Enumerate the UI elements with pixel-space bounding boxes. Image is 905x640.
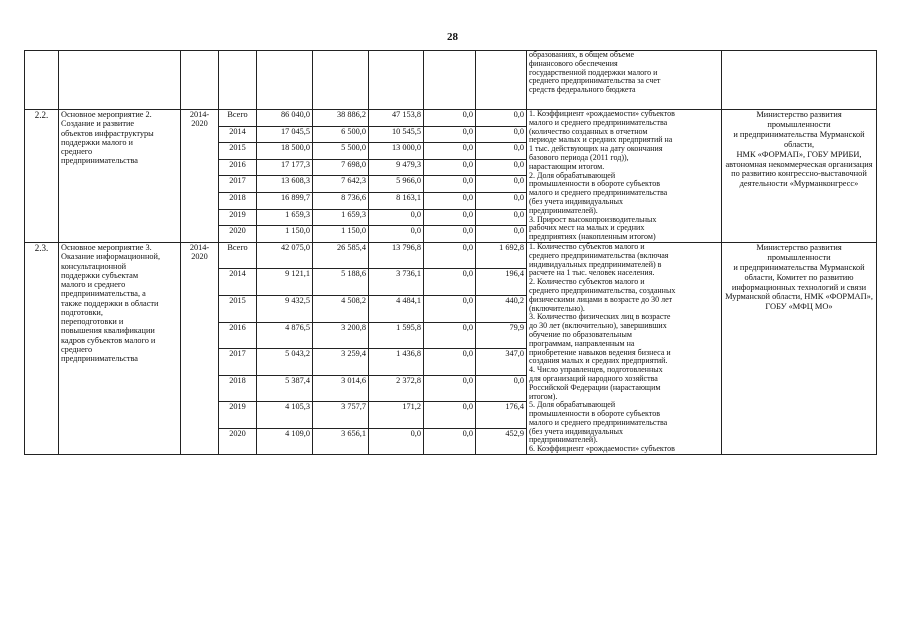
- year-label: 2016: [219, 159, 257, 176]
- year-label: 2017: [219, 176, 257, 193]
- finance-row: [25, 242, 877, 269]
- year-label: 2019: [219, 209, 257, 226]
- activity-title-line: подготовки,: [61, 307, 103, 317]
- local-value: 0,0: [424, 428, 476, 455]
- total-value: 42 075,0: [257, 242, 313, 269]
- period-line: 2020: [191, 252, 208, 262]
- federal-value: 13 000,0: [369, 143, 424, 160]
- year-label: 2014: [219, 126, 257, 143]
- federal-value: 1 436,8: [369, 349, 424, 376]
- indicators: [527, 110, 722, 243]
- federal-value: 0,0: [369, 209, 424, 226]
- cell-empty: [424, 51, 476, 110]
- indicator-line: средств федерального бюджета: [529, 85, 636, 95]
- indicator-line: базового периода (2011 год)),: [529, 152, 629, 162]
- total-value: 1 659,3: [257, 209, 313, 226]
- indicator-line: Российской Федерации (нарастающим: [529, 382, 661, 392]
- period-line: 2014-: [189, 110, 210, 119]
- indicator-line: малого и среднего предпринимательства: [529, 188, 668, 198]
- other-value: 0,0: [476, 159, 527, 176]
- total-value: 9 121,1: [257, 269, 313, 296]
- total-value: 5 387,4: [257, 375, 313, 402]
- other-value: 452,9: [476, 428, 527, 455]
- indicator-line: 5. Доля обрабатывающей: [529, 400, 616, 410]
- indicator-line: до 30 лет (включительно), завершивших: [529, 321, 667, 331]
- year-label: 2020: [219, 226, 257, 243]
- total-value: 4 876,5: [257, 322, 313, 349]
- indicator-line: 3. Прирост высокопроизводительных: [529, 214, 657, 224]
- responsible-line: и предпринимательства Мурманской: [733, 129, 865, 139]
- federal-value: 0,0: [369, 428, 424, 455]
- continuation-indicators: [527, 51, 722, 110]
- federal-value: 1 595,8: [369, 322, 424, 349]
- federal-value: 10 545,5: [369, 126, 424, 143]
- activity-title-line: предпринимательства, а: [61, 289, 146, 299]
- local-value: 0,0: [424, 193, 476, 210]
- total-value: 17 177,3: [257, 159, 313, 176]
- other-value: 0,0: [476, 126, 527, 143]
- row-number: 2.3.: [25, 242, 59, 454]
- federal-value: 47 153,8: [369, 110, 424, 127]
- local-value: 0,0: [424, 375, 476, 402]
- period-line: 2020: [191, 119, 208, 129]
- activity-title: [59, 242, 181, 454]
- indicator-line: (без учета индивидуальных: [529, 196, 624, 206]
- other-value: 0,0: [476, 110, 527, 127]
- other-value: 440,2: [476, 295, 527, 322]
- other-value: 196,4: [476, 269, 527, 296]
- indicator-line: 1 тыс. действующих на дату окончания: [529, 144, 663, 154]
- indicator-line: создания малых и средних предприятий.: [529, 356, 668, 366]
- indicator-line: (количество созданных в отчетном: [529, 126, 648, 136]
- regional-value: 6 500,0: [313, 126, 369, 143]
- indicator-line: рабочих мест на малых и средних: [529, 223, 645, 233]
- activity-title-line: также поддержки в области: [61, 298, 159, 308]
- local-value: 0,0: [424, 269, 476, 296]
- regional-value: 8 736,6: [313, 193, 369, 210]
- indicator-line: 2. Количество субъектов малого и: [529, 277, 645, 287]
- year-label: Всего: [219, 110, 257, 127]
- regional-value: 3 259,4: [313, 349, 369, 376]
- cell-empty: [181, 51, 219, 110]
- year-label: Всего: [219, 242, 257, 269]
- other-value: 79,9: [476, 322, 527, 349]
- page-number: 28: [447, 31, 458, 43]
- responsible-line: НМК «ФОРМАП», ГОБУ МРИБИ,: [736, 149, 862, 159]
- indicator-line: промышленности в обороте субъектов: [529, 179, 660, 189]
- activity-title-line: Основное мероприятие 3.: [61, 242, 152, 252]
- local-value: 0,0: [424, 322, 476, 349]
- indicator-line: 3. Количество физических лиц в возрасте: [529, 312, 671, 322]
- cell-empty: [219, 51, 257, 110]
- total-value: 1 150,0: [257, 226, 313, 243]
- local-value: 0,0: [424, 349, 476, 376]
- indicator-line: для организаций народного хозяйства: [529, 373, 658, 383]
- indicator-line: приобретение навыков ведения бизнеса и: [529, 347, 671, 357]
- activity-title-line: предпринимательства: [61, 354, 138, 364]
- indicator-line: образованиях, в общем объеме: [529, 50, 634, 59]
- indicator-line: промышленности в обороте субъектов: [529, 409, 660, 419]
- responsible-executors: [722, 110, 877, 243]
- other-value: 0,0: [476, 176, 527, 193]
- responsible-line: Министерство развития промышленности: [756, 242, 842, 262]
- cell-empty: [59, 51, 181, 110]
- regional-value: 1 150,0: [313, 226, 369, 243]
- activity-title-line: поддержки субъектам: [61, 270, 139, 280]
- local-value: 0,0: [424, 159, 476, 176]
- indicator-line: среднего предпринимательства за счет: [529, 76, 661, 86]
- local-value: 0,0: [424, 176, 476, 193]
- regional-value: 38 886,2: [313, 110, 369, 127]
- responsible-line: Министерство развития промышленности: [756, 110, 842, 129]
- local-value: 0,0: [424, 126, 476, 143]
- activity-title-line: Основное мероприятие 2.: [61, 110, 152, 119]
- regional-value: 7 698,0: [313, 159, 369, 176]
- indicator-line: индивидуальных предпринимателей) в: [529, 259, 662, 269]
- year-label: 2018: [219, 193, 257, 210]
- indicator-line: 1. Коэффициент «рождаемости» субъектов: [529, 109, 675, 118]
- other-value: 0,0: [476, 143, 527, 160]
- regional-value: 7 642,3: [313, 176, 369, 193]
- federal-value: 2 372,8: [369, 375, 424, 402]
- total-value: 16 899,7: [257, 193, 313, 210]
- indicator-line: расчете на 1 тыс. человек населения.: [529, 268, 655, 278]
- total-value: 18 500,0: [257, 143, 313, 160]
- federal-value: 0,0: [369, 226, 424, 243]
- activity-title-line: среднего: [61, 345, 93, 355]
- continuation-row: [25, 51, 877, 110]
- indicator-line: 6. Коэффициент «рождаемости» субъектов: [529, 444, 675, 454]
- local-value: 0,0: [424, 226, 476, 243]
- activity-title-line: малого и среднего: [61, 280, 126, 290]
- federal-value: 8 163,1: [369, 193, 424, 210]
- program-activities-table: [24, 50, 877, 455]
- indicator-line: малого и среднего предпринимательства: [529, 417, 668, 427]
- indicator-line: среднего предпринимательства (включая: [529, 250, 669, 260]
- activity-title-line: объектов инфраструктуры: [61, 128, 154, 138]
- local-value: 0,0: [424, 143, 476, 160]
- federal-value: 3 736,1: [369, 269, 424, 296]
- period-line: 2014-: [189, 242, 210, 252]
- responsible-line: области,: [783, 139, 815, 149]
- cell-empty: [257, 51, 313, 110]
- regional-value: 5 500,0: [313, 143, 369, 160]
- indicator-line: обучение по образовательным: [529, 329, 632, 339]
- other-value: 1 692,8: [476, 242, 527, 269]
- indicator-line: (включительно).: [529, 303, 585, 313]
- total-value: 5 043,2: [257, 349, 313, 376]
- activity-title-line: Создание и развитие: [61, 119, 135, 129]
- responsible-line: по развитию конгрессно-выставочной: [731, 169, 867, 179]
- year-label: 2016: [219, 322, 257, 349]
- period: [181, 110, 219, 243]
- activity-title-line: Оказание информационной,: [61, 252, 161, 262]
- local-value: 0,0: [424, 295, 476, 322]
- indicator-line: предпринимателей).: [529, 205, 598, 215]
- responsible-line: области, Комитет по развитию: [744, 272, 854, 282]
- cell-empty: [722, 51, 877, 110]
- year-label: 2018: [219, 375, 257, 402]
- total-value: 17 045,5: [257, 126, 313, 143]
- indicator-line: финансового обеспечения: [529, 58, 618, 68]
- total-value: 86 040,0: [257, 110, 313, 127]
- activity-title-line: консультационной: [61, 261, 127, 271]
- regional-value: 4 508,2: [313, 295, 369, 322]
- year-label: 2020: [219, 428, 257, 455]
- federal-value: 4 484,1: [369, 295, 424, 322]
- local-value: 0,0: [424, 209, 476, 226]
- responsible-line: информационных технологий и связи: [731, 282, 867, 292]
- indicator-line: государственной поддержки малого и: [529, 67, 658, 77]
- other-value: 0,0: [476, 375, 527, 402]
- activity-title-line: среднего: [61, 147, 93, 157]
- year-label: 2014: [219, 269, 257, 296]
- regional-value: 3 014,6: [313, 375, 369, 402]
- finance-row: [25, 110, 877, 127]
- year-label: 2015: [219, 295, 257, 322]
- year-label: 2017: [219, 349, 257, 376]
- indicator-line: малого и среднего предпринимательства: [529, 117, 668, 127]
- cell-empty: [25, 51, 59, 110]
- local-value: 0,0: [424, 242, 476, 269]
- indicators: [527, 242, 722, 454]
- total-value: 4 105,3: [257, 402, 313, 429]
- federal-value: 5 966,0: [369, 176, 424, 193]
- regional-value: 1 659,3: [313, 209, 369, 226]
- responsible-line: автономная некоммерческая организация: [725, 159, 873, 169]
- row-number: 2.2.: [25, 110, 59, 243]
- activity-title-line: кадров субъектов малого и: [61, 335, 156, 345]
- indicator-line: предприятиях (накопленным итогом): [529, 232, 656, 242]
- indicator-line: 2. Доля обрабатывающей: [529, 170, 616, 180]
- other-value: 0,0: [476, 193, 527, 210]
- year-label: 2019: [219, 402, 257, 429]
- indicator-line: 1. Количество субъектов малого и: [529, 242, 645, 251]
- other-value: 347,0: [476, 349, 527, 376]
- regional-value: 26 585,4: [313, 242, 369, 269]
- total-value: 4 109,0: [257, 428, 313, 455]
- cell-empty: [369, 51, 424, 110]
- indicator-line: итогом).: [529, 391, 558, 401]
- indicator-line: предпринимателей).: [529, 435, 598, 445]
- indicator-line: среднего предпринимательства, созданных: [529, 285, 676, 295]
- period: [181, 242, 219, 454]
- activity-title-line: повышения квалификации: [61, 326, 155, 336]
- responsible-line: ГОБУ «МФЦ МО»: [765, 302, 833, 312]
- activity-title-line: переподготовки и: [61, 317, 124, 327]
- indicator-line: периоде малых и средних предприятий на: [529, 135, 673, 145]
- regional-value: 5 188,6: [313, 269, 369, 296]
- regional-value: 3 656,1: [313, 428, 369, 455]
- other-value: 0,0: [476, 226, 527, 243]
- total-value: 13 608,3: [257, 176, 313, 193]
- other-value: 0,0: [476, 209, 527, 226]
- cell-empty: [313, 51, 369, 110]
- indicator-line: (без учета индивидуальных: [529, 426, 624, 436]
- indicator-line: 4. Число управленцев, подготовленных: [529, 365, 663, 375]
- responsible-line: деятельности «Мурманконгресс»: [739, 179, 859, 189]
- table-body: [25, 51, 877, 455]
- year-label: 2015: [219, 143, 257, 160]
- cell-empty: [476, 51, 527, 110]
- federal-value: 171,2: [369, 402, 424, 429]
- responsible-line: Мурманской области, НМК «ФОРМАП»,: [725, 292, 873, 302]
- indicator-line: физическими лицами в возрасте до 30 лет: [529, 294, 673, 304]
- activity-title: [59, 110, 181, 243]
- federal-value: 13 796,8: [369, 242, 424, 269]
- activity-title-line: предпринимательства: [61, 156, 138, 166]
- responsible-executors: [722, 242, 877, 454]
- local-value: 0,0: [424, 402, 476, 429]
- other-value: 176,4: [476, 402, 527, 429]
- activity-title-line: поддержки малого и: [61, 137, 133, 147]
- indicator-line: нарастающим итогом.: [529, 161, 605, 171]
- federal-value: 9 479,3: [369, 159, 424, 176]
- regional-value: 3 200,8: [313, 322, 369, 349]
- total-value: 9 432,5: [257, 295, 313, 322]
- indicator-line: программам, направленным на: [529, 338, 635, 348]
- responsible-line: и предпринимательства Мурманской: [733, 262, 865, 272]
- regional-value: 3 757,7: [313, 402, 369, 429]
- local-value: 0,0: [424, 110, 476, 127]
